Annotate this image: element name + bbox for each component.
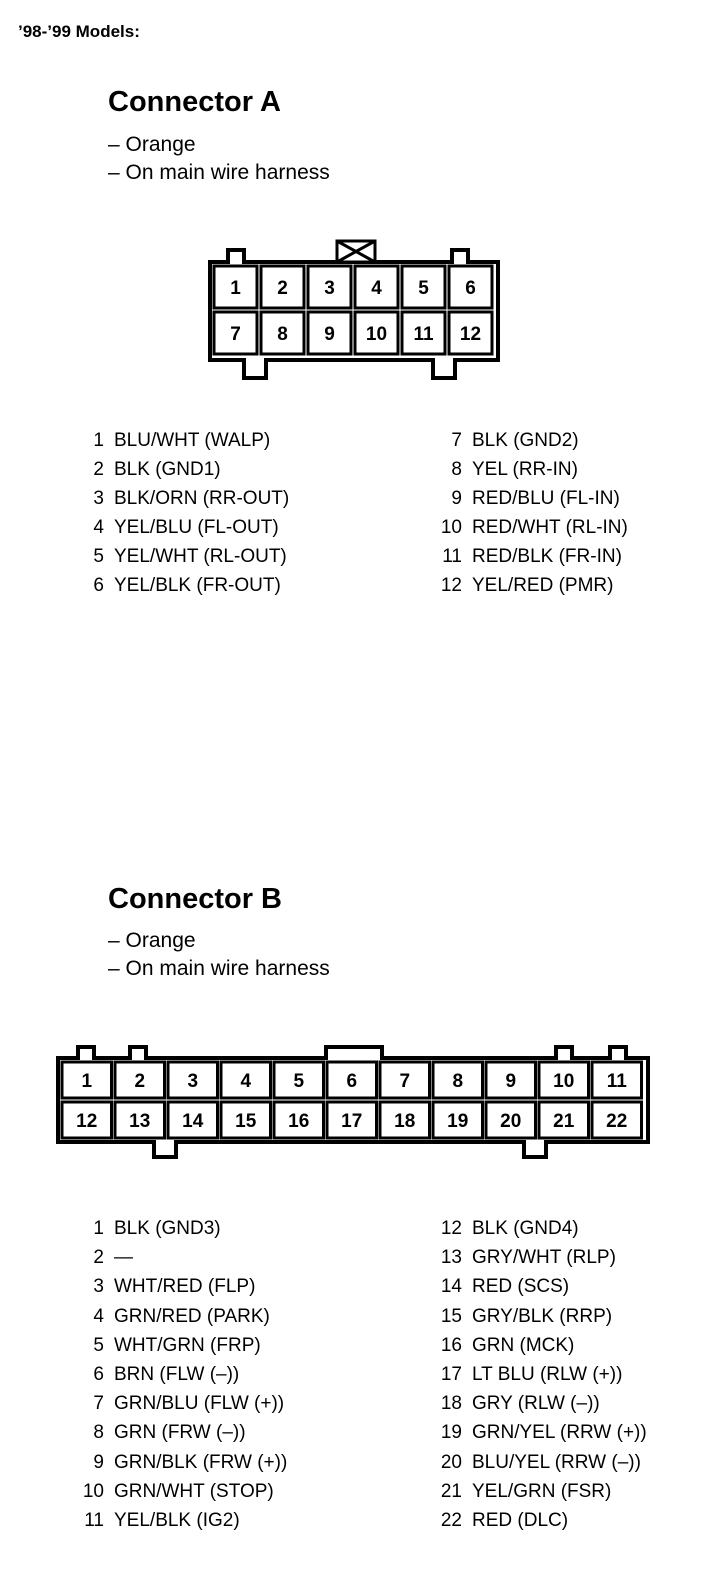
connector-a-pin-num: 7 [451, 430, 462, 451]
connector-a-pin-desc: RED/BLU (FL-IN) [472, 488, 620, 509]
connector-a-pin-desc: YEL/WHT (RL-OUT) [114, 546, 287, 567]
connector-a-pin-desc: RED/WHT (RL-IN) [472, 517, 628, 538]
connector-b-pin-num: 3 [93, 1276, 104, 1298]
connector-b-pin-desc: BLK (GND4) [472, 1218, 579, 1239]
connector-b-pin-number: 16 [288, 1110, 310, 1132]
connector-a-pin-number: 11 [413, 323, 434, 345]
connector-b-pin-desc: WHT/GRN (FRP) [114, 1334, 261, 1356]
connector-b-note-color: – Orange [108, 929, 196, 952]
connector-b-pin-num: 2 [93, 1247, 104, 1269]
connector-a-pin-num: 12 [440, 575, 462, 596]
connector-a-pin-num: 5 [93, 546, 104, 567]
connector-a-pin-num: 3 [93, 488, 104, 509]
connector-a-pin-number: 1 [230, 277, 241, 299]
connector-b-diagram [0, 1000, 704, 1180]
connector-b-pin-desc: LT BLU (RLW (+)) [472, 1364, 623, 1385]
connector-b-pin-number: 19 [447, 1110, 469, 1132]
connector-a-pin-num: 2 [93, 459, 104, 480]
connector-b-pin-desc: GRN/RED (PARK) [114, 1305, 270, 1327]
connector-a-note-color: – Orange [108, 133, 196, 156]
connector-a-pin-desc: BLU/WHT (WALP) [114, 430, 271, 451]
connector-b-pin-num: 16 [440, 1334, 462, 1356]
connector-b-pin-desc: GRN/BLK (FRW (+)) [114, 1451, 288, 1473]
connector-a-pin-num: 6 [93, 575, 104, 596]
connector-a-pin-num: 1 [93, 430, 104, 451]
connector-b-pin-number: 2 [134, 1070, 146, 1092]
connector-b-note-location: – On main wire harness [108, 957, 330, 980]
connector-b-pin-desc: GRN/WHT (STOP) [114, 1480, 274, 1502]
connector-b-pin-desc: RED (DLC) [472, 1510, 569, 1531]
connector-a-pin-number: 9 [324, 323, 335, 345]
connector-b-pin-num: 14 [440, 1276, 462, 1298]
connector-b-pin-num: 6 [93, 1364, 104, 1385]
connector-a-pin-num: 8 [451, 459, 462, 480]
connector-b-pin-number: 9 [505, 1070, 517, 1092]
connector-b-pin-number: 7 [399, 1070, 411, 1092]
connector-b-pin-number: 17 [341, 1110, 363, 1132]
connector-b-pin-desc: GRY (RLW (–)) [472, 1393, 600, 1415]
connector-b-pin-num: 4 [93, 1305, 104, 1327]
connector-a-pin-number: 3 [324, 277, 335, 299]
connector-b-pin-num: 5 [93, 1334, 104, 1356]
connector-a-pin-desc: YEL/RED (PMR) [472, 575, 614, 596]
connector-b-pin-num: 1 [93, 1218, 104, 1239]
connector-a-pin-num: 11 [442, 546, 462, 567]
connector-a-pin-desc: BLK (GND1) [114, 459, 221, 480]
connector-b-pin-num: 15 [440, 1305, 462, 1327]
connector-b-pin-num: 21 [440, 1480, 462, 1502]
connector-a-pin-number: 5 [418, 277, 429, 299]
connector-b-pin-desc: GRN/YEL (RRW (+)) [472, 1422, 647, 1444]
connector-b-pin-number: 10 [553, 1070, 575, 1092]
connector-b-pin-desc: BRN (FLW (–)) [114, 1364, 240, 1385]
connector-b-pin-desc: BLU/YEL (RRW (–)) [472, 1451, 641, 1473]
connector-a-pin-desc: YEL/BLU (FL-OUT) [114, 517, 279, 538]
connector-b-pin-desc: WHT/RED (FLP) [114, 1276, 256, 1298]
connector-a-pin-desc: RED/BLK (FR-IN) [472, 546, 622, 567]
connector-a-pin-number: 12 [459, 323, 482, 345]
connector-a-pin-num: 4 [93, 517, 104, 538]
connector-b-pin-num: 13 [440, 1247, 462, 1269]
connector-b-pin-number: 12 [76, 1110, 98, 1132]
connector-b-pin-desc: YEL/GRN (FSR) [472, 1480, 612, 1502]
connector-a-pin-number: 8 [277, 323, 288, 345]
connector-b-pin-num: 20 [440, 1451, 462, 1473]
connector-b-title: Connector B [108, 883, 282, 915]
connector-a-pin-num: 9 [451, 488, 462, 509]
connector-b-pin-desc: GRN (MCK) [472, 1334, 575, 1356]
connector-b-pin-desc: BLK (GND3) [114, 1218, 221, 1239]
connector-b-pin-desc: GRN/BLU (FLW (+)) [114, 1393, 285, 1415]
connector-a-pin-desc: YEL (RR-IN) [472, 459, 578, 480]
connector-a-pin-desc: BLK (GND2) [472, 430, 579, 451]
connector-a-pin-number: 2 [277, 277, 288, 299]
connector-a-title: Connector A [108, 86, 281, 118]
connector-b-pin-desc: — [114, 1247, 133, 1269]
connector-b-pin-num: 9 [93, 1451, 104, 1473]
connector-b-pin-number: 3 [187, 1070, 199, 1092]
connector-b-pin-num: 8 [93, 1422, 104, 1444]
connector-b-pin-desc: GRY/BLK (RRP) [472, 1305, 613, 1327]
connector-a-pin-num: 10 [440, 517, 462, 538]
connector-a-pin-number: 6 [465, 277, 476, 299]
connector-b-pin-number: 5 [293, 1070, 305, 1092]
connector-b-pin-number: 15 [235, 1110, 257, 1132]
connector-b-pin-number: 13 [129, 1110, 151, 1132]
connector-b-pin-num: 7 [93, 1393, 104, 1415]
connector-b-pin-desc: RED (SCS) [472, 1276, 570, 1298]
connector-b-pin-number: 14 [182, 1110, 204, 1132]
connector-b-pin-num: 18 [440, 1393, 462, 1415]
connector-b-pin-number: 8 [452, 1070, 464, 1092]
connector-a-pin-number: 10 [365, 323, 388, 345]
connector-b-pin-number: 4 [240, 1070, 252, 1092]
connector-b-pin-num: 19 [440, 1422, 462, 1444]
connector-b-pin-number: 22 [606, 1110, 628, 1132]
connector-b-pin-number: 20 [500, 1110, 522, 1132]
connector-a-pin-desc: BLK/ORN (RR-OUT) [114, 488, 290, 509]
connector-b-pin-num: 10 [82, 1480, 104, 1502]
connector-b-pin-num: 11 [84, 1510, 104, 1531]
models-heading: ’98-’99 Models: [18, 22, 140, 41]
connector-a-note-location: – On main wire harness [108, 161, 330, 184]
connector-a-pin-desc: YEL/BLK (FR-OUT) [114, 575, 281, 596]
connector-a-diagram [0, 0, 704, 420]
connector-b-pin-number: 6 [346, 1070, 358, 1092]
connector-b-pin-number: 21 [553, 1110, 575, 1132]
connector-b-pin-number: 1 [81, 1070, 93, 1092]
connector-b-pin-num: 17 [440, 1364, 462, 1385]
connector-b-pin-num: 12 [440, 1218, 462, 1239]
connector-b-pin-desc: GRY/WHT (RLP) [472, 1247, 616, 1269]
connector-a-pin-number: 4 [371, 277, 382, 299]
connector-b-pin-number: 18 [394, 1110, 416, 1132]
connector-b-pin-desc: GRN (FRW (–)) [114, 1422, 246, 1444]
connector-b-pin-number: 11 [606, 1070, 627, 1092]
connector-b-pin-num: 22 [440, 1510, 462, 1531]
connector-b-pin-desc: YEL/BLK (IG2) [114, 1510, 240, 1531]
connector-a-pin-number: 7 [230, 323, 241, 345]
